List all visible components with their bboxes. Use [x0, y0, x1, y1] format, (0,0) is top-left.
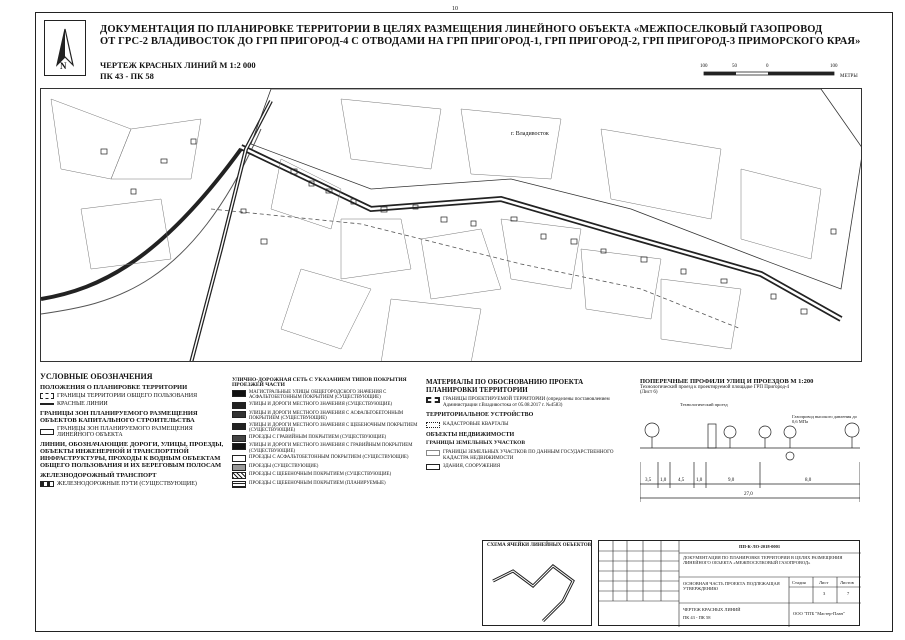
road-swatch: [232, 464, 246, 471]
profile-dim: 3,5: [645, 478, 652, 483]
legend-swatch: [40, 481, 54, 487]
north-label: N: [60, 61, 67, 71]
profile-label-right: Газопровод высокого давления до 0,6 МПа: [792, 414, 857, 424]
road-swatch: [232, 390, 246, 397]
road-swatch: [232, 435, 246, 442]
stamp-sheet: 3: [823, 591, 826, 596]
map-panel[interactable]: [40, 88, 862, 362]
road-label: УЛИЦЫ И ДОРОГИ МЕСТНОГО ЗНАЧЕНИЯ С ЩЕБЕНОЧНЫМ ПОКРЫТИЕМ (СУЩЕСТВУЮЩИЕ): [249, 422, 418, 434]
page-number: 10: [452, 6, 458, 12]
stamp-sheets-head: Листов: [840, 580, 854, 585]
legend-section-1: ПОЛОЖЕНИЯ О ПЛАНИРОВКЕ ТЕРРИТОРИИ: [40, 384, 188, 391]
profile-subtitle: Технологический проезд к проектируемой площадке ГРП Пригород-4: [640, 385, 790, 390]
drawing-subtitle: [100, 60, 256, 82]
road-label: УЛИЦЫ И ДОРОГИ МЕСТНОГО ЗНАЧЕНИЯ С АСФАЛЬТОБЕТОННЫМ ПОКРЫТИЕМ (СУЩЕСТВУЮЩИЕ): [249, 410, 404, 421]
stamp-stage-head: Стадия: [792, 580, 806, 585]
legend-item: [40, 393, 230, 399]
situation-drawing: [483, 541, 591, 625]
legend: [40, 372, 230, 489]
stamp-sheet-head: Лист: [819, 580, 829, 585]
materials-swatch: [426, 450, 440, 456]
road-swatch: [232, 472, 246, 479]
legend-section-3: ЛИНИИ, ОБОЗНАЧАЮЩИЕ ДОРОГИ, УЛИЦЫ, ПРОЕЗДЫ, ОБЪЕКТЫ ИНЖЕНЕРНОЙ И ТРАНСПОРТНОЙ ИНФРАСТРУКТУРЫ, ПРОХОДЫ К ВОДНЫМ ОБЪЕКТАМ ОБЩЕГО ПОЛЬЗОВАНИЯ И ИХ БЕРЕГОВЫМ ПОЛОСАМ: [40, 441, 224, 469]
city-label: г. Владивосток: [511, 131, 549, 137]
road-label: ПРОЕЗДЫ (СУЩЕСТВУЮЩИЕ): [249, 463, 319, 469]
legend-swatch: [40, 403, 54, 406]
map-drawing: [41, 89, 862, 362]
cross-section: [640, 378, 860, 497]
legend-item: [40, 401, 230, 407]
road-item: [232, 481, 418, 488]
stamp-code: ПП-К-ЛО-2018-0001: [739, 544, 781, 549]
scale-tick-1: 50: [732, 64, 737, 69]
profile-dim: 1,0: [660, 478, 667, 483]
legend-label: ЖЕЛЕЗНОДОРОЖНЫЕ ПУТИ (СУЩЕСТВУЮЩИЕ): [57, 481, 197, 487]
road-swatch: [232, 481, 246, 488]
profile-dim: 8,0: [805, 478, 812, 483]
materials-title: МАТЕРИАЛЫ ПО ОБОСНОВАНИЮ ПРОЕКТА ПЛАНИРОВКИ ТЕРРИТОРИИ: [426, 378, 584, 394]
road-item: [232, 402, 418, 409]
roads-title: УЛИЧНО-ДОРОЖНАЯ СЕТЬ С УКАЗАНИЕМ ТИПОВ ПОКРЫТИЯ ПРОЕЗЖЕЙ ЧАСТИ: [232, 377, 407, 389]
road-item: [232, 411, 418, 422]
materials-label: ГРАНИЦЫ ЗЕМЕЛЬНЫХ УЧАСТКОВ ПО ДАННЫМ ГОСУДАРСТВЕННОГО КАДАСТРА НЕДВИЖИМОСТИ: [443, 450, 614, 461]
legend-section-4: ЖЕЛЕЗНОДОРОЖНЫЙ ТРАНСПОРТ: [40, 472, 157, 479]
legend-swatch: [40, 393, 54, 399]
materials-label: ГРАНИЦЫ ПРОЕКТИРУЕМОЙ ТЕРРИТОРИИ (определены постановлением Администрации г.Владивостока от 05.08.2017 г. №4583): [443, 397, 610, 408]
profile-dim: 9,0: [728, 478, 735, 483]
territorial-title: ТЕРРИТОРИАЛЬНОЕ УСТРОЙСТВО: [426, 412, 534, 419]
road-item: [232, 464, 418, 471]
road-swatch: [232, 443, 246, 450]
materials-item: [426, 397, 626, 408]
road-label: ПРОЕЗДЫ С АСФАЛЬТОБЕТОННЫМ ПОКРЫТИЕМ (СУЩЕСТВУЮЩИЕ): [249, 455, 409, 461]
profile-dim: 4,5: [678, 478, 685, 483]
legend-item: [40, 426, 230, 438]
materials-swatch: [426, 397, 440, 403]
scale-bar: [700, 64, 860, 84]
scale-unit: МЕТРЫ: [840, 74, 858, 79]
profile-sheet: (Лист 6): [640, 390, 658, 395]
drawing-name: ЧЕРТЕЖ КРАСНЫХ ЛИНИЙ М 1:2 000: [100, 60, 256, 70]
materials-item: [426, 422, 626, 428]
materials-swatch: [426, 422, 440, 428]
road-label: УЛИЦЫ И ДОРОГИ МЕСТНОГО ЗНАЧЕНИЯ С ГРАВИЙНЫМ ПОКРЫТИЕМ (СУЩЕСТВУЮЩИЕ): [249, 443, 413, 454]
profile-total: 27,0: [744, 492, 753, 497]
scale-tick-0: 100: [700, 64, 708, 69]
stamp-part: ОСНОВНАЯ ЧАСТЬ ПРОЕКТА ПОДЛЕЖАЩАЯ УТВЕРЖДЕНИЮ: [683, 581, 780, 591]
profile-title: ПОПЕРЕЧНЫЕ ПРОФИЛИ УЛИЦ И ПРОЕЗДОВ М 1:200: [640, 378, 814, 385]
scale-tick-2: 0: [766, 64, 769, 69]
stamp-doc-title: ДОКУМЕНТАЦИЯ ПО ПЛАНИРОВКЕ ТЕРРИТОРИИ В ЦЕЛЯХ РАЗМЕЩЕНИЯ ЛИНЕЙНОГО ОБЪЕКТА «МЕЖПОСЕЛКОВЫЙ ГАЗОПРОВОД»: [683, 555, 843, 565]
road-label: МАГИСТРАЛЬНЫЕ УЛИЦЫ ОБЩЕГОРОДСКОГО ЗНАЧЕНИЯ С АСФАЛЬТОБЕТОННЫМ ПОКРЫТИЕМ (СУЩЕСТВУЮЩИЕ): [249, 390, 387, 401]
materials-label: ЗДАНИЯ, СООРУЖЕНИЯ: [443, 464, 501, 470]
road-swatch: [232, 411, 246, 418]
profile-dim: 1,0: [696, 478, 703, 483]
roads-legend: [232, 378, 418, 489]
materials-legend: [426, 378, 626, 473]
materials-item: [426, 464, 626, 470]
road-label: ПРОЕЗДЫ С ЩЕБЕНОЧНЫМ ПОКРЫТИЕМ (СУЩЕСТВУЮЩИЕ): [249, 472, 392, 478]
legend-item: [40, 481, 230, 487]
stamp-org: ООО "ПТБ "Мастер-План": [793, 611, 845, 616]
profile-label-left: Технологический проезд: [680, 402, 728, 407]
document-title: [100, 24, 860, 48]
road-swatch: [232, 423, 246, 430]
realty-title: ОБЪЕКТЫ НЕДВИЖИМОСТИ: [426, 432, 515, 439]
legend-label: ГРАНИЦЫ ЗОН ПЛАНИРУЕМОГО РАЗМЕЩЕНИЯ ЛИНЕЙНОГО ОБЪЕКТА: [57, 426, 193, 438]
title-block: [598, 540, 860, 626]
north-arrow-box: [44, 20, 86, 76]
road-item: [232, 390, 418, 401]
road-item: [232, 423, 418, 434]
road-item: [232, 435, 418, 442]
materials-label: КАДАСТРОВЫЕ КВАРТАЛЫ: [443, 422, 509, 428]
legend-title: УСЛОВНЫЕ ОБОЗНАЧЕНИЯ: [40, 372, 153, 381]
road-item: [232, 443, 418, 454]
situation-scheme: [482, 540, 592, 626]
legend-swatch: [40, 429, 54, 435]
stamp-drawing: ЧЕРТЕЖ КРАСНЫХ ЛИНИЙ: [683, 607, 741, 612]
scale-tick-3: 100: [830, 64, 838, 69]
road-label: ПРОЕЗДЫ С ЩЕБЕНОЧНЫМ ПОКРЫТИЕМ (ПЛАНИРУЕМЫЕ): [249, 480, 386, 486]
road-swatch: [232, 402, 246, 409]
situation-caption: СХЕМА ЯЧЕЙКИ ЛИНЕЙНЫХ ОБЪЕКТОВ: [487, 543, 591, 548]
stamp-pk: ПК 43 - ПК 58: [683, 615, 711, 620]
stamp-sheets: 7: [847, 591, 850, 596]
road-label: ПРОЕЗДЫ С ГРАВИЙНЫМ ПОКРЫТИЕМ (СУЩЕСТВУЮЩИЕ): [249, 434, 387, 440]
road-item: [232, 472, 418, 479]
legend-label: КРАСНЫЕ ЛИНИИ: [57, 401, 108, 407]
road-swatch: [232, 455, 246, 462]
title-line-2: ОТ ГРС-2 ВЛАДИВОСТОК ДО ГРП ПРИГОРОД-4 С ОТВОДАМИ НА ГРП ПРИГОРОД-1, ГРП ПРИГОРОД-2, ГРП ПРИГОРОД-3 ПРИМОРСКОГО КРАЯ»: [100, 36, 861, 47]
materials-swatch: [426, 464, 440, 470]
land-title: ГРАНИЦЫ ЗЕМЕЛЬНЫХ УЧАСТКОВ: [426, 440, 526, 447]
title-line-1: ДОКУМЕНТАЦИЯ ПО ПЛАНИРОВКЕ ТЕРРИТОРИИ В ЦЕЛЯХ РАЗМЕЩЕНИЯ ЛИНЕЙНОГО ОБЪЕКТА «МЕЖПОСЕЛКОВЫЙ ГАЗОПРОВОД: [100, 24, 823, 35]
road-label: УЛИЦЫ И ДОРОГИ МЕСТНОГО ЗНАЧЕНИЯ (СУЩЕСТВУЮЩИЕ): [249, 402, 392, 408]
road-item: [232, 455, 418, 462]
legend-section-2: ГРАНИЦЫ ЗОН ПЛАНИРУЕМОГО РАЗМЕЩЕНИЯ ОБЪЕКТОВ КАПИТАЛЬНОГО СТРОИТЕЛЬСТВА: [40, 410, 198, 424]
materials-item: [426, 450, 626, 461]
legend-label: ГРАНИЦЫ ТЕРРИТОРИИ ОБЩЕГО ПОЛЬЗОВАНИЯ: [57, 393, 198, 399]
pk-range: ПК 43 - ПК 58: [100, 71, 154, 81]
